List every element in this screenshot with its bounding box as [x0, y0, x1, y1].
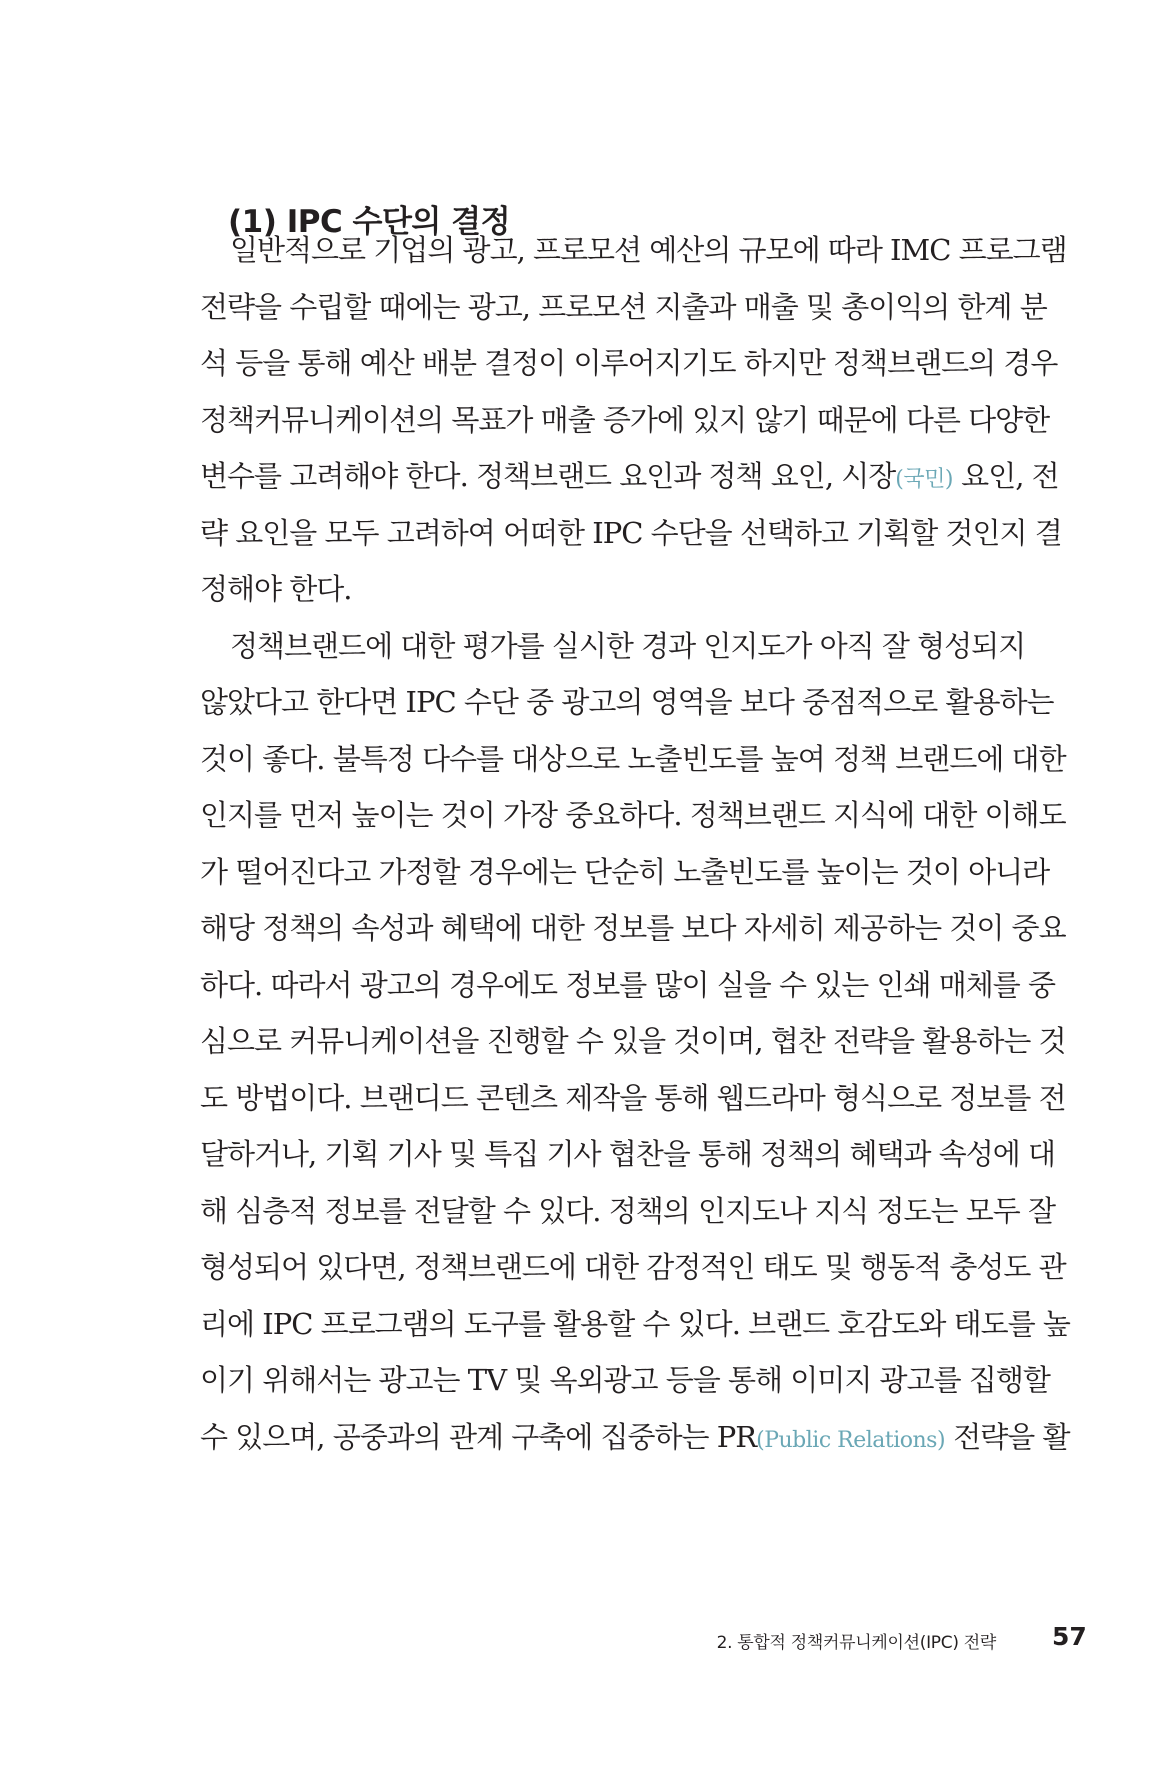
line-text: 형성되어 있다면, 정책브랜드에 대한 감정적인 태도 및 행동적 충성도 관 — [200, 1250, 1066, 1284]
body-line — [200, 569, 352, 609]
body-line — [200, 739, 1066, 779]
line-text: 전략을 수립할 때에는 광고, 프로모션 지출과 매출 및 총이익의 한계 분 — [200, 289, 1047, 324]
line-text: 일반적으로 기업의 광고, 프로모션 예산의 규모에 따라 IMC 프로그램 — [230, 233, 1067, 267]
body-line — [230, 626, 1026, 666]
body-line — [200, 1360, 1050, 1400]
body-line — [200, 908, 1066, 948]
line-text: 전략을 활 — [945, 1419, 1070, 1454]
body-line — [200, 1078, 1066, 1118]
body-line — [200, 1247, 1066, 1287]
body-line — [200, 795, 1066, 835]
line-text: 정책브랜드에 대한 평가를 실시한 경과 인지도가 아직 잘 형성되지 — [230, 628, 1026, 663]
body-line — [200, 1021, 1066, 1061]
line-text: 변수를 고려해야 한다. 정책브랜드 요인과 정책 요인, 시장 — [200, 459, 896, 493]
line-text: 정해야 한다. — [200, 572, 352, 606]
body-line — [200, 1417, 1070, 1461]
page-number: 57 — [1052, 1622, 1087, 1651]
section-heading: (1) IPC 수단의 결정 — [228, 204, 511, 240]
line-text: 석 등을 통해 예산 배분 결정이 이루어지기도 하지만 정책브랜드의 경우 — [200, 346, 1058, 380]
body-line — [230, 230, 1067, 270]
line-text: 해당 정책의 속성과 혜택에 대한 정보를 보다 자세히 제공하는 것이 중요 — [200, 911, 1066, 945]
line-text: 수 있으며, 공중과의 관계 구축에 집중하는 PR — [200, 1419, 757, 1454]
line-text: 리에 IPC 프로그램의 도구를 활용할 수 있다. 브랜드 호감도와 태도를 높 — [200, 1306, 1070, 1341]
line-text: 하다. 따라서 광고의 경우에도 정보를 많이 실을 수 있는 인쇄 매체를 중 — [200, 967, 1056, 1002]
body-line — [200, 965, 1056, 1005]
body-line — [200, 1134, 1056, 1174]
body-line — [200, 1191, 1056, 1231]
body-line — [200, 400, 1050, 440]
line-text: 않았다고 한다면 IPC 수단 중 광고의 영역을 보다 중점적으로 활용하는 — [200, 685, 1054, 719]
line-text: 심으로 커뮤니케이션을 진행할 수 있을 것이며, 협찬 전략을 활용하는 것 — [200, 1024, 1066, 1058]
line-text: 이기 위해서는 광고는 TV 및 옥외광고 등을 통해 이미지 광고를 집행할 — [200, 1363, 1050, 1397]
body-line — [200, 1304, 1070, 1344]
body-line — [200, 343, 1058, 383]
line-text: 정책커뮤니케이션의 목표가 매출 증가에 있지 않기 때문에 다른 다양한 — [200, 402, 1050, 437]
inline-annotation: (국민) — [895, 467, 953, 492]
inline-annotation: (Public Relations) — [756, 1427, 946, 1453]
line-text: 달하거나, 기획 기사 및 특집 기사 협찬을 통해 정책의 혜택과 속성에 대 — [200, 1137, 1056, 1171]
body-line — [200, 852, 1050, 892]
line-text: 략 요인을 모두 고려하여 어떠한 IPC 수단을 선택하고 기획할 것인지 결 — [200, 515, 1062, 550]
line-text: 도 방법이다. 브랜디드 콘텐츠 제작을 통해 웹드라마 형식으로 정보를 전 — [200, 1080, 1066, 1115]
body-line — [200, 287, 1047, 327]
running-title: 2. 통합적 정책커뮤니케이션(IPC) 전략 — [716, 1633, 996, 1653]
body-line — [200, 513, 1062, 553]
body-line — [200, 456, 1059, 500]
line-text: 인지를 먼저 높이는 것이 가장 중요하다. 정책브랜드 지식에 대한 이해도 — [200, 798, 1066, 832]
line-text: 것이 좋다. 불특정 다수를 대상으로 노출빈도를 높여 정책 브랜드에 대한 — [200, 741, 1066, 776]
line-text: 해 심층적 정보를 전달할 수 있다. 정책의 인지도나 지식 정도는 모두 잘 — [200, 1193, 1056, 1228]
body-line — [200, 682, 1054, 722]
line-text: 요인, 전 — [952, 459, 1059, 493]
line-text: 가 떨어진다고 가정할 경우에는 단순히 노출빈도를 높이는 것이 아니라 — [200, 854, 1050, 889]
